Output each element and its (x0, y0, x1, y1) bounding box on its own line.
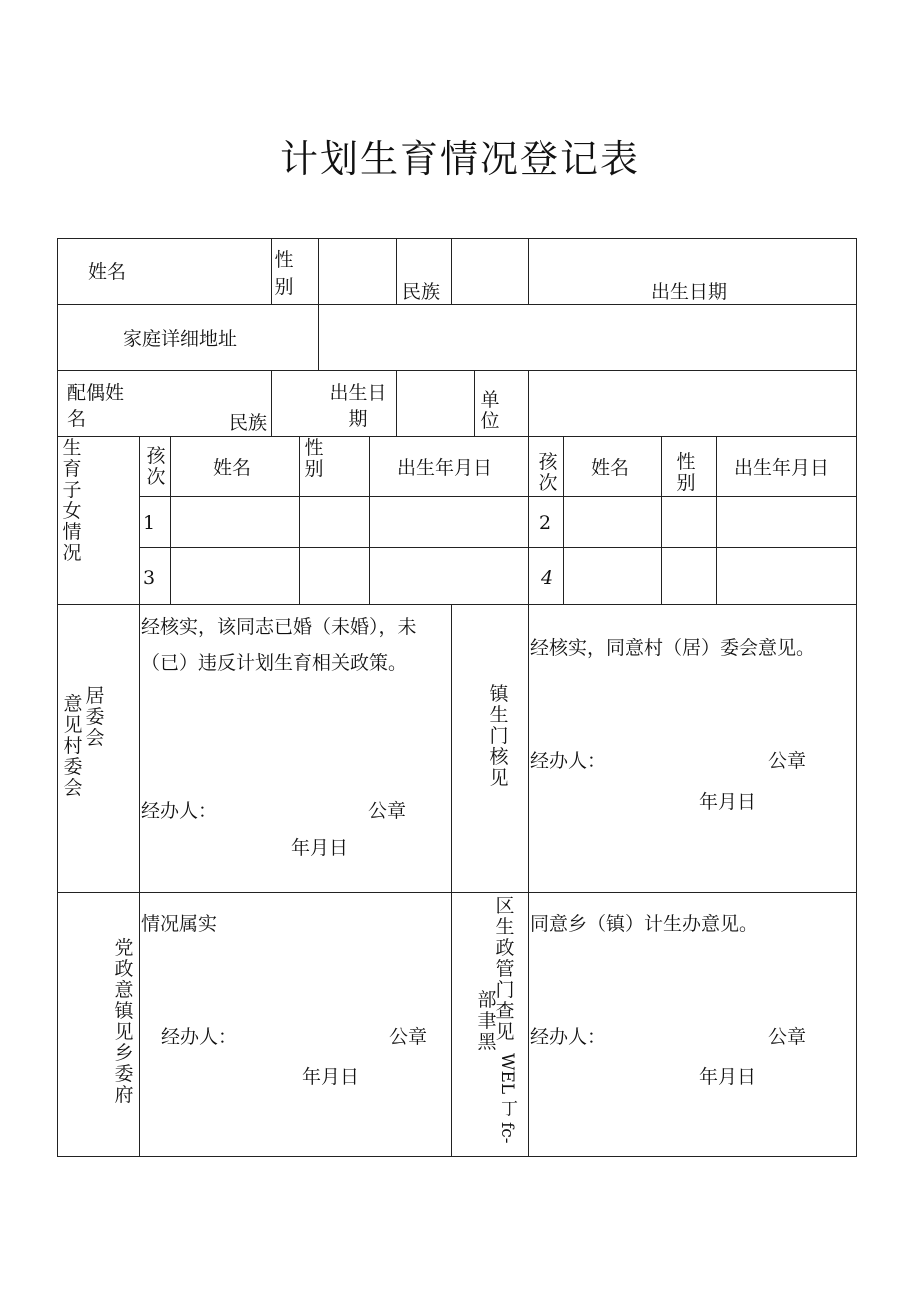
child-2-sex-field[interactable] (665, 500, 712, 543)
address-label: 家庭详细地址 (123, 328, 238, 350)
district-seal-label: 公章 (768, 1026, 807, 1048)
district-section-label-col2: 部聿黑 (477, 989, 497, 1053)
unit-label: 单位 (480, 389, 500, 432)
township-handler-label: 经办人： (161, 1026, 238, 1048)
child-order-4: 4 (541, 567, 554, 589)
child-sex-header-2: 性别 (676, 451, 696, 494)
district-section-label-col1: 区生政管门查见 (495, 895, 515, 1043)
name-value-field[interactable] (160, 244, 265, 298)
child-1-birth-field[interactable] (373, 500, 524, 543)
child-order-1: 1 (143, 512, 156, 534)
child-order-header-2: 孩次 (538, 451, 558, 494)
district-opinion-text: 同意乡（镇）计生办意见。 (530, 913, 759, 935)
page-title: 计划生育情况登记表 (279, 137, 640, 181)
town-dept-section-label: 镇生门核见 (489, 683, 509, 789)
child-2-name-field[interactable] (567, 500, 657, 543)
village-opinion-text: 经核实，该同志已婚（未婚），未（已）违反计划生育相关政策。 (141, 616, 417, 674)
village-handler-label: 经办人： (141, 800, 218, 822)
children-section-label: 生育子女情况 (62, 437, 82, 564)
child-4-sex-field[interactable] (665, 551, 712, 600)
township-date-label: 年月日 (302, 1066, 360, 1088)
child-order-2: 2 (539, 512, 552, 534)
child-birth-header-2: 出生年月日 (734, 457, 830, 479)
village-section-label-col1: 居委会 (85, 685, 105, 749)
town-dept-seal-label: 公章 (768, 750, 807, 772)
township-seal-label: 公章 (389, 1026, 428, 1048)
child-4-name-field[interactable] (567, 551, 657, 600)
child-3-birth-field[interactable] (373, 551, 524, 600)
child-order-header-1: 孩次 (146, 445, 166, 488)
birth-date-label: 出生日期 (651, 281, 728, 303)
child-3-sex-field[interactable] (303, 551, 365, 600)
district-handler-label: 经办人： (530, 1026, 607, 1048)
child-sex-header-1: 性别 (304, 437, 324, 480)
spouse-name-label: 配偶姓名 (67, 382, 125, 430)
child-1-sex-field[interactable] (303, 500, 365, 543)
town-dept-handler-label: 经办人： (530, 750, 607, 772)
address-value-field[interactable] (324, 310, 850, 364)
child-birth-header-1: 出生年月日 (397, 457, 493, 479)
district-date-label: 年月日 (699, 1066, 757, 1088)
child-order-3: 3 (143, 567, 156, 589)
unit-value-field[interactable] (534, 376, 850, 430)
village-section-label-col2: 意见村委会 (63, 693, 83, 799)
name-label: 姓名 (88, 261, 127, 283)
township-opinion-text: 情况属实 (141, 913, 218, 935)
spouse-ethnicity-label: 民族 (229, 412, 268, 434)
child-name-header-1: 姓名 (213, 457, 252, 479)
child-2-birth-field[interactable] (720, 500, 852, 543)
sex-value-field[interactable] (322, 244, 392, 298)
village-seal-label: 公章 (368, 800, 407, 822)
village-date-label: 年月日 (291, 837, 349, 859)
town-dept-date-label: 年月日 (699, 791, 757, 813)
child-4-birth-field[interactable] (720, 551, 852, 600)
child-3-name-field[interactable] (174, 551, 295, 600)
ethnicity-label: 民族 (402, 281, 441, 303)
district-overprint-text: WEL 丁 fc- (497, 1053, 517, 1144)
sex-label: 性别 (274, 249, 294, 298)
township-section-label: 党政意镇见乡委府 (114, 937, 134, 1106)
spouse-birth-label: 出生日期 (329, 382, 387, 430)
town-dept-opinion-text: 经核实，同意村（居）委会意见。 (530, 637, 816, 659)
ethnicity-value-field[interactable] (455, 244, 524, 298)
child-1-name-field[interactable] (174, 500, 295, 543)
child-name-header-2: 姓名 (591, 457, 630, 479)
